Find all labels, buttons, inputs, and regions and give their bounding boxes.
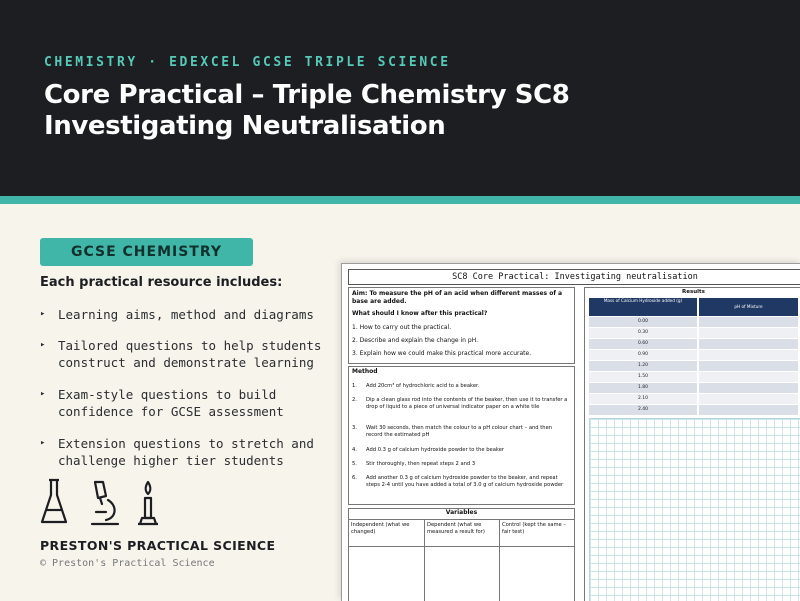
results-ph-cell	[699, 361, 798, 371]
feature-bullet: ▸ Exam-style questions to build confidence for GCSE assessment	[40, 387, 284, 419]
worksheet-title: SC8 Core Practical: Investigating neutralisation	[348, 269, 800, 285]
results-mass-cell: 2.40	[589, 405, 697, 415]
bullet-marker-icon: ▸	[40, 340, 46, 350]
know-item: 3. Explain how we could make this practical more accurate.	[352, 350, 532, 357]
results-mass-cell: 1.50	[589, 372, 697, 382]
results-ph-cell	[699, 405, 798, 415]
results-ph-cell	[699, 394, 798, 404]
subject-eyebrow: CHEMISTRY · EDEXCEL GCSE TRIPLE SCIENCE	[44, 55, 451, 70]
method-heading: Method	[352, 368, 378, 375]
bullet-marker-icon: ▸	[40, 309, 46, 319]
results-ph-cell	[699, 383, 798, 393]
feature-bullet: ▸ Learning aims, method and diagrams	[40, 307, 314, 322]
feature-bullet: ▸ Tailored questions to help students construct and demonstrate learning	[40, 338, 322, 370]
results-mass-cell: 0.60	[589, 339, 697, 349]
method-step: 4. Add 0.3 g of calcium hydroxide powder to the beaker	[352, 447, 505, 453]
results-ph-cell	[699, 350, 798, 360]
graph-paper-grid	[589, 418, 800, 601]
know-heading: What should I know after this practical?	[352, 310, 488, 317]
method-step: 6. Add another 0.3 g of calcium hydroxide powder to the beaker, and repeat steps 2-4 until you have added a total of 3.0 g of calcium hydroxide powder	[352, 475, 564, 488]
results-box	[584, 287, 800, 601]
results-ph-cell	[699, 339, 798, 349]
results-ph-cell	[699, 328, 798, 338]
title-line-2: Investigating Neutralisation	[44, 111, 446, 141]
results-column-header: Mass of Calcium Hydroxide added (g)	[589, 298, 697, 316]
results-mass-cell: 1.80	[589, 383, 697, 393]
results-mass-cell: 0.00	[589, 317, 697, 327]
variables-column: Control (kept the same – fair test)	[499, 519, 575, 601]
method-step: 2. Dip a clean glass rod into the contents of the beaker, then use it to transfer a drop of liquid to a piece of universal indicator paper on a white tile	[352, 397, 568, 410]
results-mass-cell: 0.30	[589, 328, 697, 338]
results-column-header: pH of Mixture	[699, 298, 798, 316]
results-mass-cell: 1.20	[589, 361, 697, 371]
includes-heading: Each practical resource includes:	[40, 275, 283, 290]
feature-bullet: ▸ Extension questions to stretch and challenge higher tier students	[40, 436, 314, 468]
brand-name: PRESTON'S PRACTICAL SCIENCE	[40, 538, 276, 553]
science-icons	[40, 478, 170, 528]
page-title	[44, 80, 569, 142]
microscope-icon	[92, 482, 118, 524]
variables-box	[348, 508, 575, 601]
conical-flask-icon	[42, 480, 66, 522]
accent-stripe	[0, 196, 800, 204]
copyright-notice: © Preston's Practical Science	[40, 558, 215, 569]
method-step: 5. Stir thoroughly, then repeat steps 2 and 3	[352, 461, 476, 467]
variables-heading: Variables	[445, 509, 478, 516]
aim-box	[348, 287, 575, 364]
bullet-marker-icon: ▸	[40, 438, 46, 448]
results-ph-cell	[699, 317, 798, 327]
bullet-marker-icon: ▸	[40, 389, 46, 399]
method-box	[348, 366, 575, 505]
results-ph-cell	[699, 372, 798, 382]
gcse-chemistry-badge: GCSE CHEMISTRY	[40, 238, 253, 266]
bunsen-burner-icon	[138, 482, 158, 524]
aim-text: Aim: To measure the pH of an acid when different masses of a base are added.	[352, 290, 563, 305]
results-heading: Results	[682, 289, 705, 295]
know-item: 2. Describe and explain the change in pH.	[352, 337, 479, 344]
worksheet-preview	[341, 263, 800, 601]
method-step: 3. Wait 30 seconds, then match the colour to a pH colour chart – and then record the estimated pH	[352, 425, 553, 438]
variables-column: Dependent (what we measured a result for)	[424, 519, 500, 601]
results-mass-cell: 2.10	[589, 394, 697, 404]
title-line-1: Core Practical – Triple Chemistry SC8	[44, 80, 570, 110]
results-mass-cell: 0.90	[589, 350, 697, 360]
variables-column: Independent (what we changed)	[349, 519, 424, 601]
know-item: 1. How to carry out the practical.	[352, 324, 452, 331]
method-step: 1. Add 20cm³ of hydrochloric acid to a beaker.	[352, 383, 480, 389]
